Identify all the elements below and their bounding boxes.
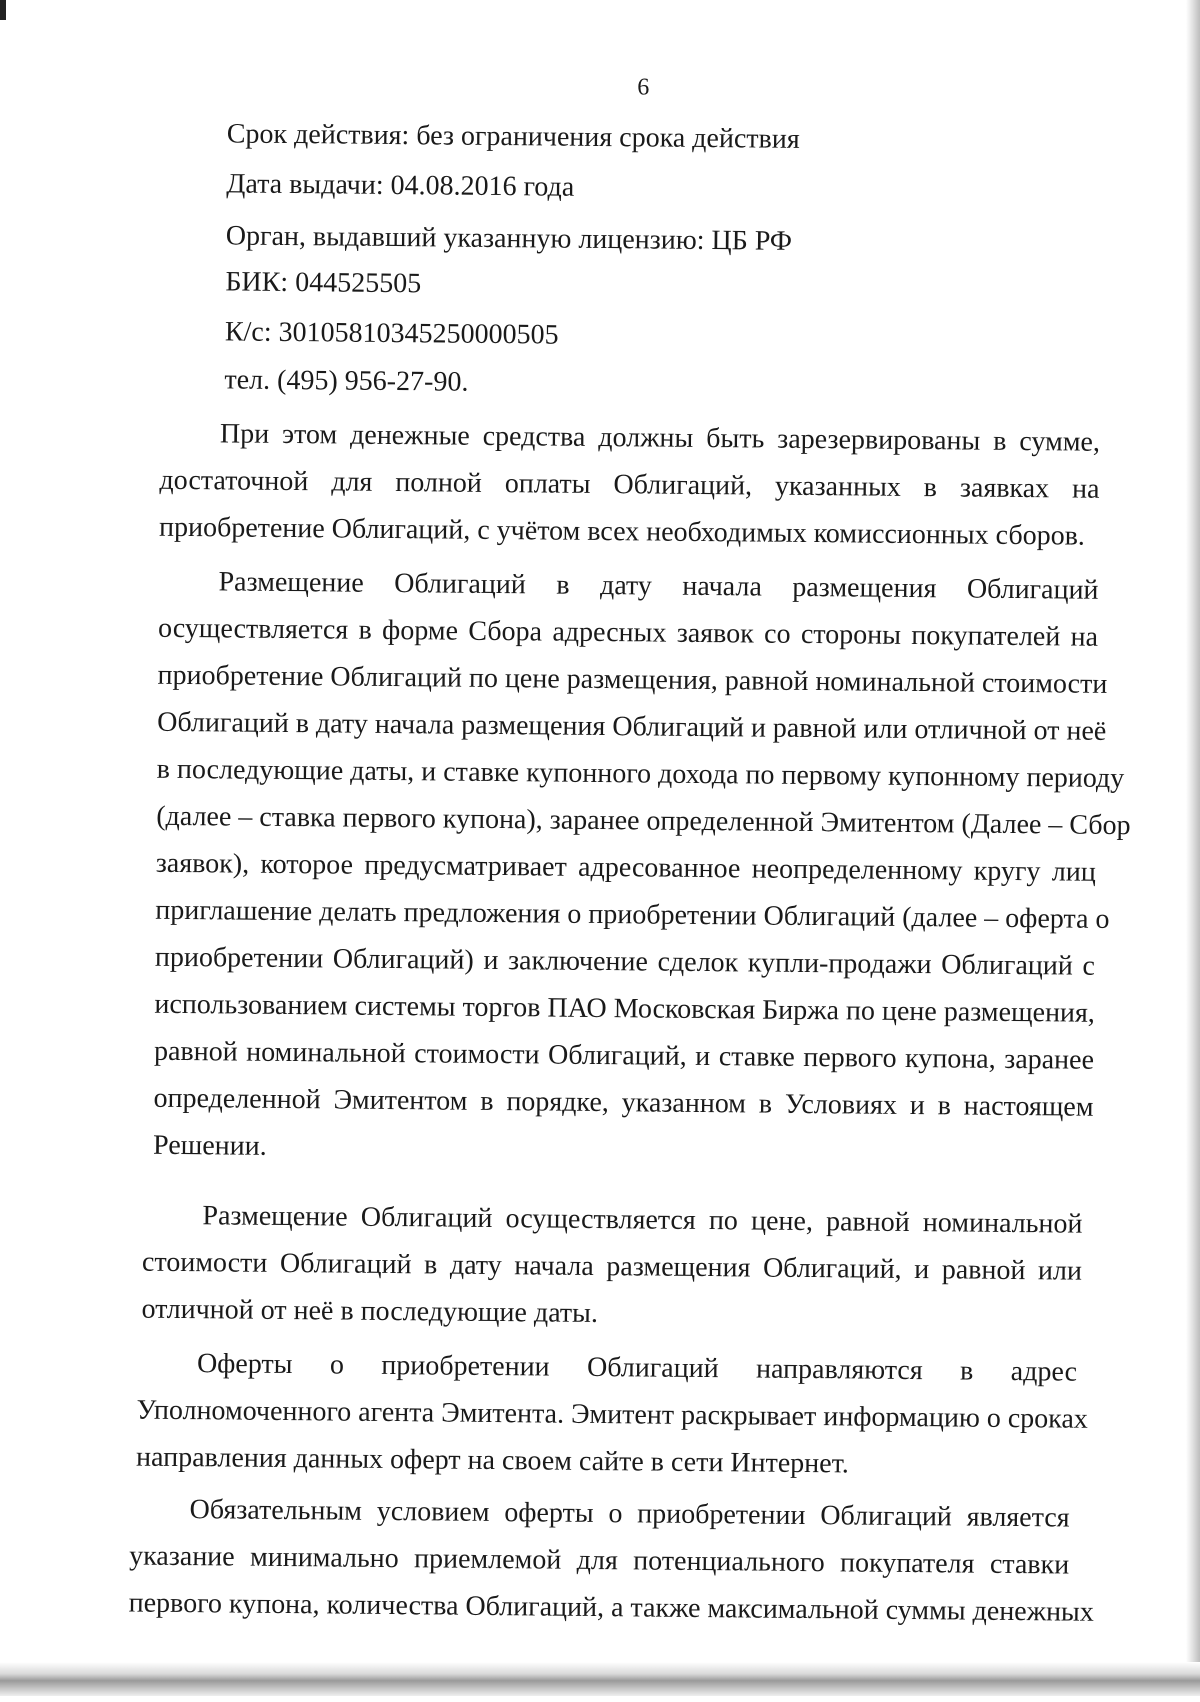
- paragraph-line: приобретении Облигаций) и заключение сделок купли-продажи Облигаций с: [154, 941, 1096, 982]
- paragraph-line: направления данных оферт на своем сайте в сети Интернет.: [135, 1441, 849, 1480]
- paragraph-offer-condition: [128, 1486, 1094, 1636]
- paragraph-line: Уполномоченного агента Эмитента. Эмитент раскрывает информацию о сроках: [136, 1394, 1089, 1435]
- paragraph-placement-bookbuilding: [152, 558, 1131, 1178]
- paragraph-line: указание минимально приемлемой для потенциального покупателя ставки: [129, 1540, 1070, 1581]
- paragraph-line: заявок), которое предусматривает адресованное неопределенному кругу лиц: [155, 847, 1096, 888]
- paragraph-line: достаточной для полной оплаты Облигаций, указанных в заявках на: [159, 464, 1100, 505]
- paragraph-line: осуществляется в форме Сбора адресных заявок со стороны покупателей на: [157, 612, 1099, 653]
- scan-bottom-shadow: [0, 1662, 1200, 1696]
- paragraph-line: Оферты о приобретении Облигаций направляются в адрес: [196, 1348, 1078, 1388]
- paragraph-line: Размещение Облигаций осуществляется по цене, равной номинальной: [202, 1200, 1083, 1240]
- paragraph-funds-reserve: [159, 410, 1100, 560]
- paragraph-line: приобретение Облигаций, с учётом всех необходимых комиссионных сборов.: [158, 511, 1086, 552]
- paragraph-line: При этом денежные средства должны быть зарезервированы в сумме,: [219, 418, 1101, 458]
- page-number: 6: [637, 74, 650, 101]
- paragraph-line: стоимости Облигаций в дату начала размещения Облигаций, и равной или: [141, 1246, 1083, 1287]
- paragraph-line: Решении.: [152, 1129, 267, 1162]
- paragraph-line: приобретение Облигаций по цене размещения, равной номинальной стоимости: [157, 659, 1108, 700]
- paragraph-line: использованием системы торгов ПАО Московская Биржа по цене размещения,: [154, 988, 1096, 1029]
- paragraph-line: Размещение Облигаций в дату начала размещения Облигаций: [218, 566, 1099, 606]
- paragraph-line: приглашение делать предложения о приобретении Облигаций (далее – оферта о: [155, 894, 1110, 935]
- bik-line: БИК: 044525505: [225, 266, 422, 300]
- paragraph-offers-direction: [135, 1340, 1089, 1490]
- validity-line: Срок действия: без ограничения срока действия: [226, 118, 800, 155]
- paragraph-placement-price: [141, 1192, 1082, 1342]
- scan-corner-mark: [0, 0, 6, 20]
- scan-edge-right: [1186, 0, 1200, 1696]
- correspondent-account-line: К/с: 30105810345250000505: [224, 316, 559, 351]
- paragraph-line: в последующие даты, и ставке купонного дохода по первому купонному периоду: [156, 753, 1125, 795]
- paragraph-line: определенной Эмитентом в порядке, указанном в Условиях и в настоящем: [153, 1082, 1094, 1123]
- paragraph-line: равной номинальной стоимости Облигаций, и ставке первого купона, заранее: [153, 1035, 1095, 1076]
- paragraph-line: Обязательным условием оферты о приобретении Облигаций является: [189, 1494, 1070, 1534]
- issuing-authority-line: Орган, выдавший указанную лицензию: ЦБ РФ: [225, 220, 793, 257]
- paragraph-line: первого купона, количества Облигаций, а также максимальной суммы денежных: [128, 1587, 1094, 1628]
- issue-date-line: Дата выдачи: 04.08.2016 года: [226, 168, 575, 203]
- paragraph-line: (далее – ставка первого купона), заранее определенной Эмитентом (Далее – Сбор: [156, 800, 1131, 842]
- paragraph-line: Облигаций в дату начала размещения Облигаций и равной или отличной от неё: [157, 706, 1107, 747]
- paragraph-line: отличной от неё в последующие даты.: [141, 1293, 599, 1330]
- phone-line: тел. (495) 956-27-90.: [224, 364, 469, 398]
